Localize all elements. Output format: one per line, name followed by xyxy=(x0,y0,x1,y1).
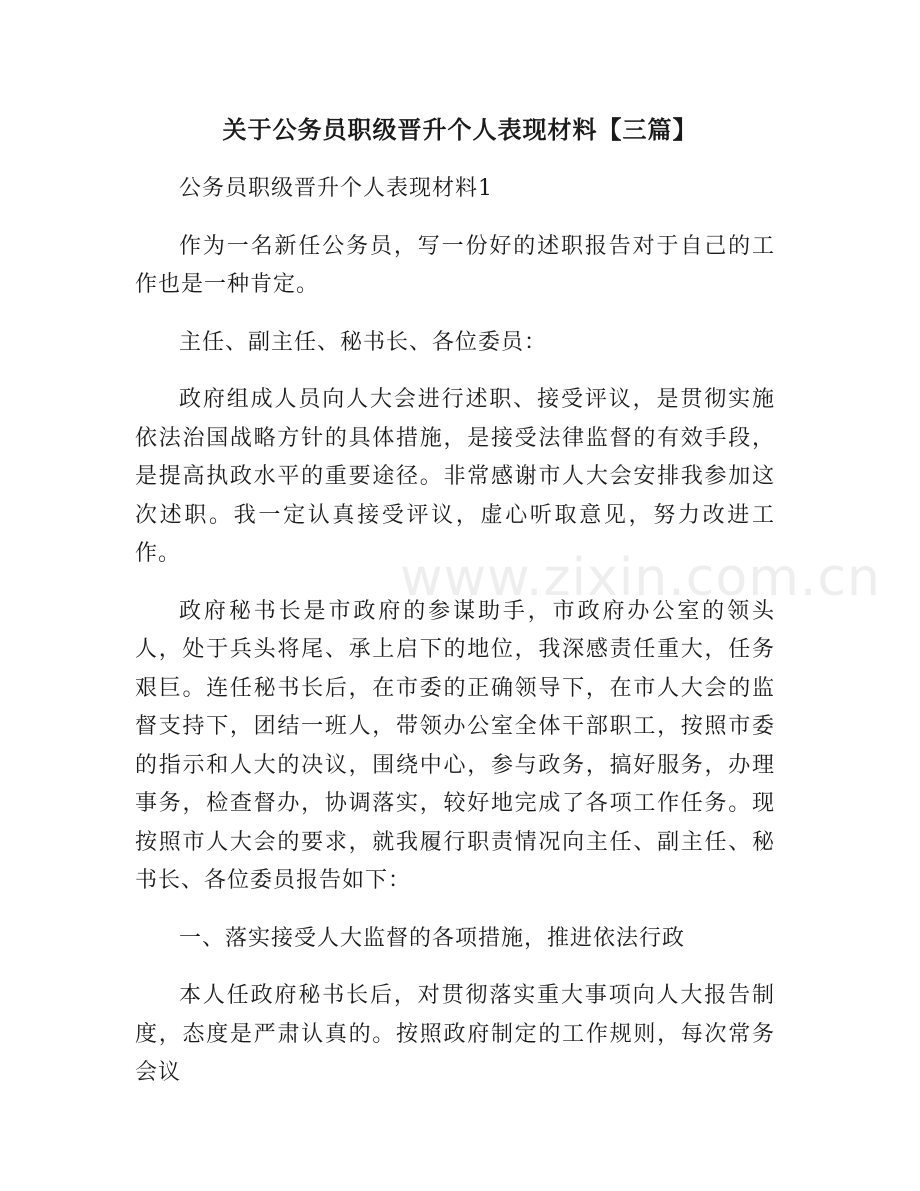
document-body xyxy=(135,170,775,1112)
watermark: www.zixin.com.cn xyxy=(400,548,881,608)
body-paragraph: 本人任政府秘书长后，对贯彻落实重大事项向人大报告制度，态度是严肃认真的。按照政府制定的工作规则，每次常务会议 xyxy=(135,983,775,1085)
body-paragraph: 政府组成人员向人大会进行述职、接受评议，是贯彻实施依法治国战略方针的具体措施，是接受法律监督的有效手段，是提高执政水平的重要途径。非常感谢市人大会安排我参加这次述职。我一定认真接受评议，虚心听取意见，努力改进工作。 xyxy=(135,387,775,566)
body-paragraph: 政府秘书长是市政府的参谋助手，市政府办公室的领头人，处于兵头将尾、承上启下的地位，我深感责任重大，任务艰巨。连任秘书长后，在市委的正确领导下，在市人大会的监督支持下，团结一班人，带领办公室全体干部职工，按照市委的指示和人大的决议，围绕中心，参与政务，搞好服务，办理事务，检查督办，协调落实，较好地完成了各项工作任务。现按照市人大会的要求，就我履行职责情况向主任、副主任、秘书长、各位委员报告如下： xyxy=(135,598,775,893)
section-heading: 公务员职级晋升个人表现材料1 xyxy=(179,176,493,201)
subsection-heading: 一、落实接受人大监督的各项措施，推进依法行政 xyxy=(179,925,686,951)
salutation: 主任、副主任、秘书长、各位委员： xyxy=(179,329,548,355)
page-title: 关于公务员职级晋升个人表现材料【三篇】 xyxy=(222,115,698,144)
body-paragraph: 作为一名新任公务员，写一份好的述职报告对于自己的工作也是一种肯定。 xyxy=(135,233,775,297)
